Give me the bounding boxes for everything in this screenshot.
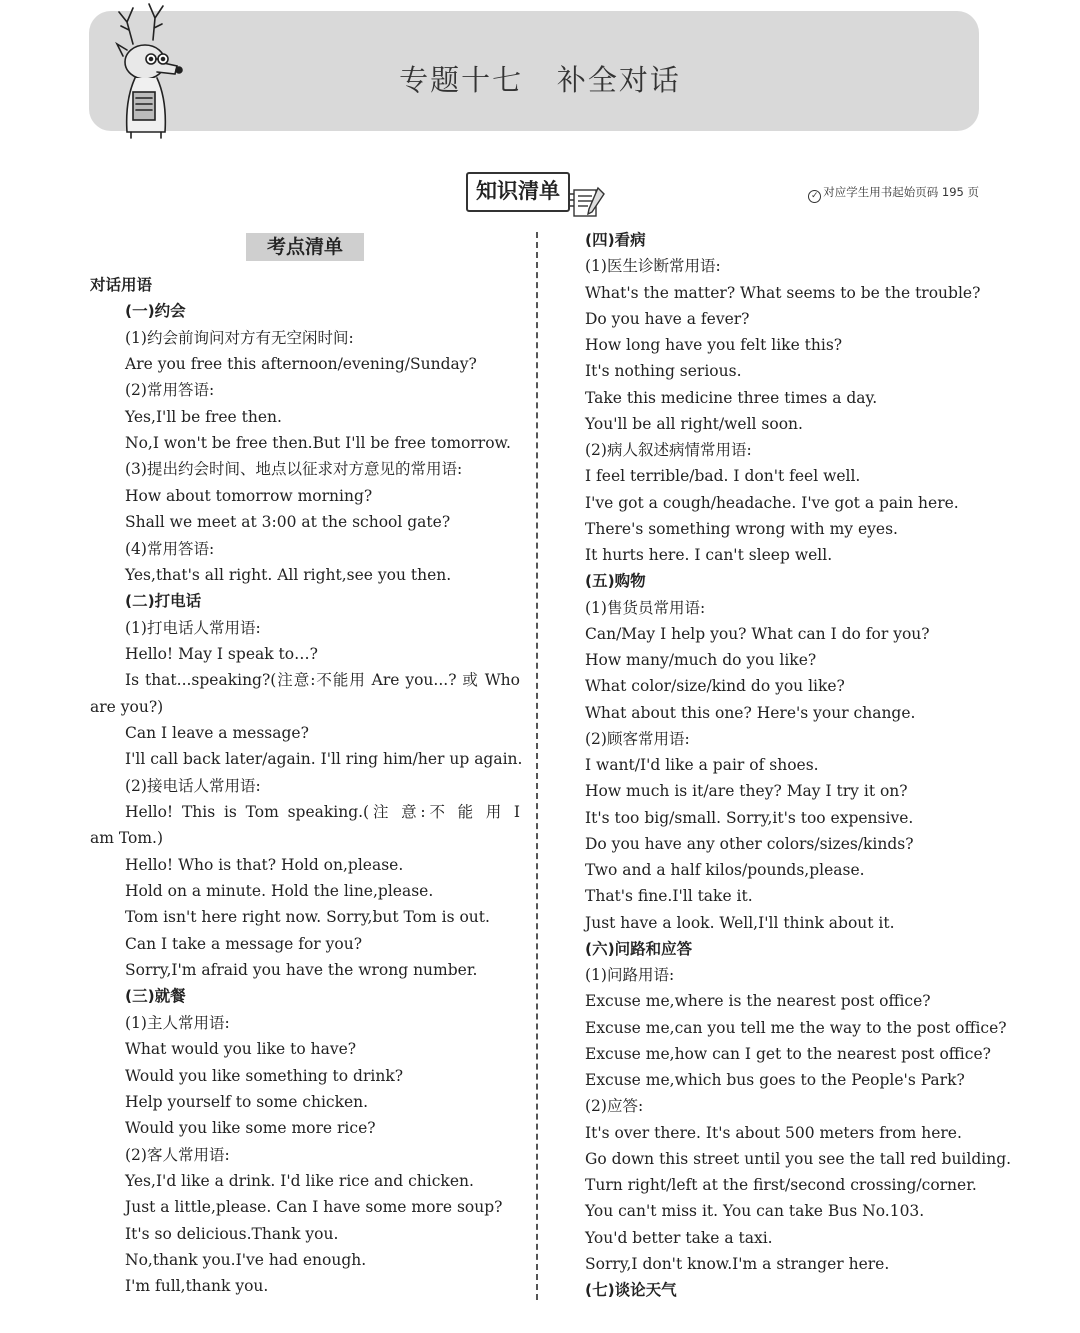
topic-heading: (六)问路和应答 — [585, 939, 693, 958]
topic-heading: (一)约会 — [125, 302, 186, 321]
text-line: (2)病人叙述病情常用语: — [585, 441, 752, 459]
text-line: Yes,I'd like a drink. I'd like rice and chicken. — [125, 1171, 474, 1190]
text-line: What's the matter? What seems to be the trouble? — [585, 283, 981, 302]
column-divider — [536, 232, 538, 1300]
text-line: Are you free this afternoon/evening/Sunday? — [125, 355, 477, 374]
text-line: That's fine.I'll take it. — [585, 887, 753, 906]
text-line: Sorry,I don't know.I'm a stranger here. — [585, 1254, 890, 1273]
text-line: Take this medicine three times a day. — [585, 388, 878, 407]
text-line: Is that...speaking?(注意:不能用 Are you...? 或 Who — [125, 671, 520, 690]
text-line: (4)常用答语: — [125, 539, 215, 558]
text-line: It's over there. It's about 500 meters from here. — [585, 1123, 962, 1142]
page-reference — [808, 184, 979, 203]
text-line: Excuse me,can you tell me the way to the post office? — [585, 1018, 1007, 1037]
text-line: It's so delicious.Thank you. — [125, 1224, 339, 1243]
text-line: Yes,that's all right. All right,see you then. — [125, 565, 452, 584]
text-line: What color/size/kind do you like? — [585, 677, 845, 696]
text-line: (1)主人常用语: — [125, 1013, 230, 1032]
text-line: It hurts here. I can't sleep well. — [585, 546, 833, 564]
text-line: am Tom.) — [90, 829, 164, 848]
text-line: You'd better take a taxi. — [585, 1228, 773, 1247]
text-line: Can I take a message for you? — [125, 934, 363, 953]
text-line: No,I won't be free then.But I'll be free tomorrow. — [125, 434, 511, 453]
text-line: Hold on a minute. Hold the line,please. — [125, 882, 434, 901]
text-line: Just a little,please. Can I have some more soup? — [125, 1198, 503, 1217]
text-line: (1)约会前询问对方有无空闲时间: — [125, 328, 354, 347]
text-line: How many/much do you like? — [585, 651, 817, 669]
text-line: Tom isn't here right now. Sorry,but Tom is out. — [125, 908, 490, 927]
text-line: No,thank you.I've had enough. — [125, 1250, 367, 1269]
text-line: I want/I'd like a pair of shoes. — [585, 756, 819, 774]
text-line: Hello! Who is that? Hold on,please. — [125, 855, 404, 874]
text-line: Do you have a fever? — [585, 309, 750, 328]
topic-heading: (二)打电话 — [125, 592, 202, 611]
section-heading: 对话用语 — [90, 276, 153, 294]
text-line: I'll call back later/again. I'll ring him/her up again. — [125, 750, 523, 769]
text-line: (1)问路用语: — [585, 966, 675, 984]
text-line: How long have you felt like this? — [585, 336, 843, 354]
exam-points-badge: 考点清单 — [246, 233, 364, 261]
text-line: Just have a look. Well,I'll think about it. — [585, 913, 895, 932]
deer-mascot-illustration — [105, 0, 195, 140]
knowledge-list-badge: 知识清单 — [466, 172, 570, 212]
text-line: There's something wrong with my eyes. — [585, 519, 898, 538]
check-circle-icon: ✓ — [808, 190, 821, 203]
text-line: (2)客人常用语: — [125, 1145, 230, 1164]
text-line: How about tomorrow morning? — [125, 486, 373, 505]
text-line: (2)常用答语: — [125, 381, 215, 400]
page-title: 专题十七 补全对话 — [399, 63, 681, 97]
text-line: How much is it/are they? May I try it on? — [585, 782, 908, 801]
topic-heading: (四)看病 — [585, 231, 646, 249]
text-line: I've got a cough/headache. I've got a pain here. — [585, 493, 959, 512]
text-line: Two and a half kilos/pounds,please. — [585, 861, 865, 879]
page-reference-text: 对应学生用书起始页码 195 页 — [823, 185, 979, 199]
text-line: are you?) — [90, 697, 164, 716]
text-line: Excuse me,how can I get to the nearest post office? — [585, 1044, 991, 1063]
text-line: Sorry,I'm afraid you have the wrong number. — [125, 961, 478, 980]
topic-heading: (五)购物 — [585, 572, 646, 591]
text-line: Would you like something to drink? — [125, 1066, 404, 1085]
text-line: (1)医生诊断常用语: — [585, 257, 721, 276]
text-line: Hello! May I speak to…? — [125, 644, 318, 663]
text-line: Do you have any other colors/sizes/kinds? — [585, 834, 914, 853]
text-line: Turn right/left at the first/second crossing/corner. — [585, 1176, 977, 1194]
text-line: (1)打电话人常用语: — [125, 618, 261, 637]
topic-heading: (七)谈论天气 — [585, 1281, 677, 1299]
text-line: Hello! This is Tom speaking.(注 意:不 能 用 I — [125, 803, 520, 821]
text-line: What about this one? Here's your change. — [585, 703, 916, 722]
text-line: Can I leave a message? — [125, 723, 309, 742]
text-line: (2)应答: — [585, 1097, 644, 1116]
text-line: Would you like some more rice? — [125, 1119, 376, 1138]
text-line: It's too big/small. Sorry,it's too expensive. — [585, 808, 914, 827]
text-line: It's nothing serious. — [585, 362, 742, 381]
text-line: What would you like to have? — [125, 1040, 357, 1059]
text-line: You'll be all right/well soon. — [585, 414, 803, 433]
text-line: Shall we meet at 3:00 at the school gate? — [125, 513, 451, 532]
text-line: Excuse me,which bus goes to the People's Park? — [585, 1071, 965, 1089]
text-line: Yes,I'll be free then. — [125, 407, 282, 426]
text-line: Help yourself to some chicken. — [125, 1092, 369, 1111]
text-line: Go down this street until you see the tall red building. — [585, 1149, 1012, 1168]
text-line: (2)接电话人常用语: — [125, 776, 261, 795]
text-line: I feel terrible/bad. I don't feel well. — [585, 467, 861, 486]
text-line: I'm full,thank you. — [125, 1277, 269, 1296]
topic-heading: (三)就餐 — [125, 987, 186, 1006]
text-line: Can/May I help you? What can I do for you? — [585, 624, 930, 643]
text-line: (3)提出约会时间、地点以征求对方意见的常用语: — [125, 460, 463, 479]
notebook-pencil-icon — [568, 182, 606, 218]
text-line: Excuse me,where is the nearest post office? — [585, 992, 931, 1011]
text-line: (1)售货员常用语: — [585, 598, 706, 617]
text-line: (2)顾客常用语: — [585, 729, 690, 748]
text-line: You can't miss it. You can take Bus No.103. — [585, 1202, 925, 1221]
